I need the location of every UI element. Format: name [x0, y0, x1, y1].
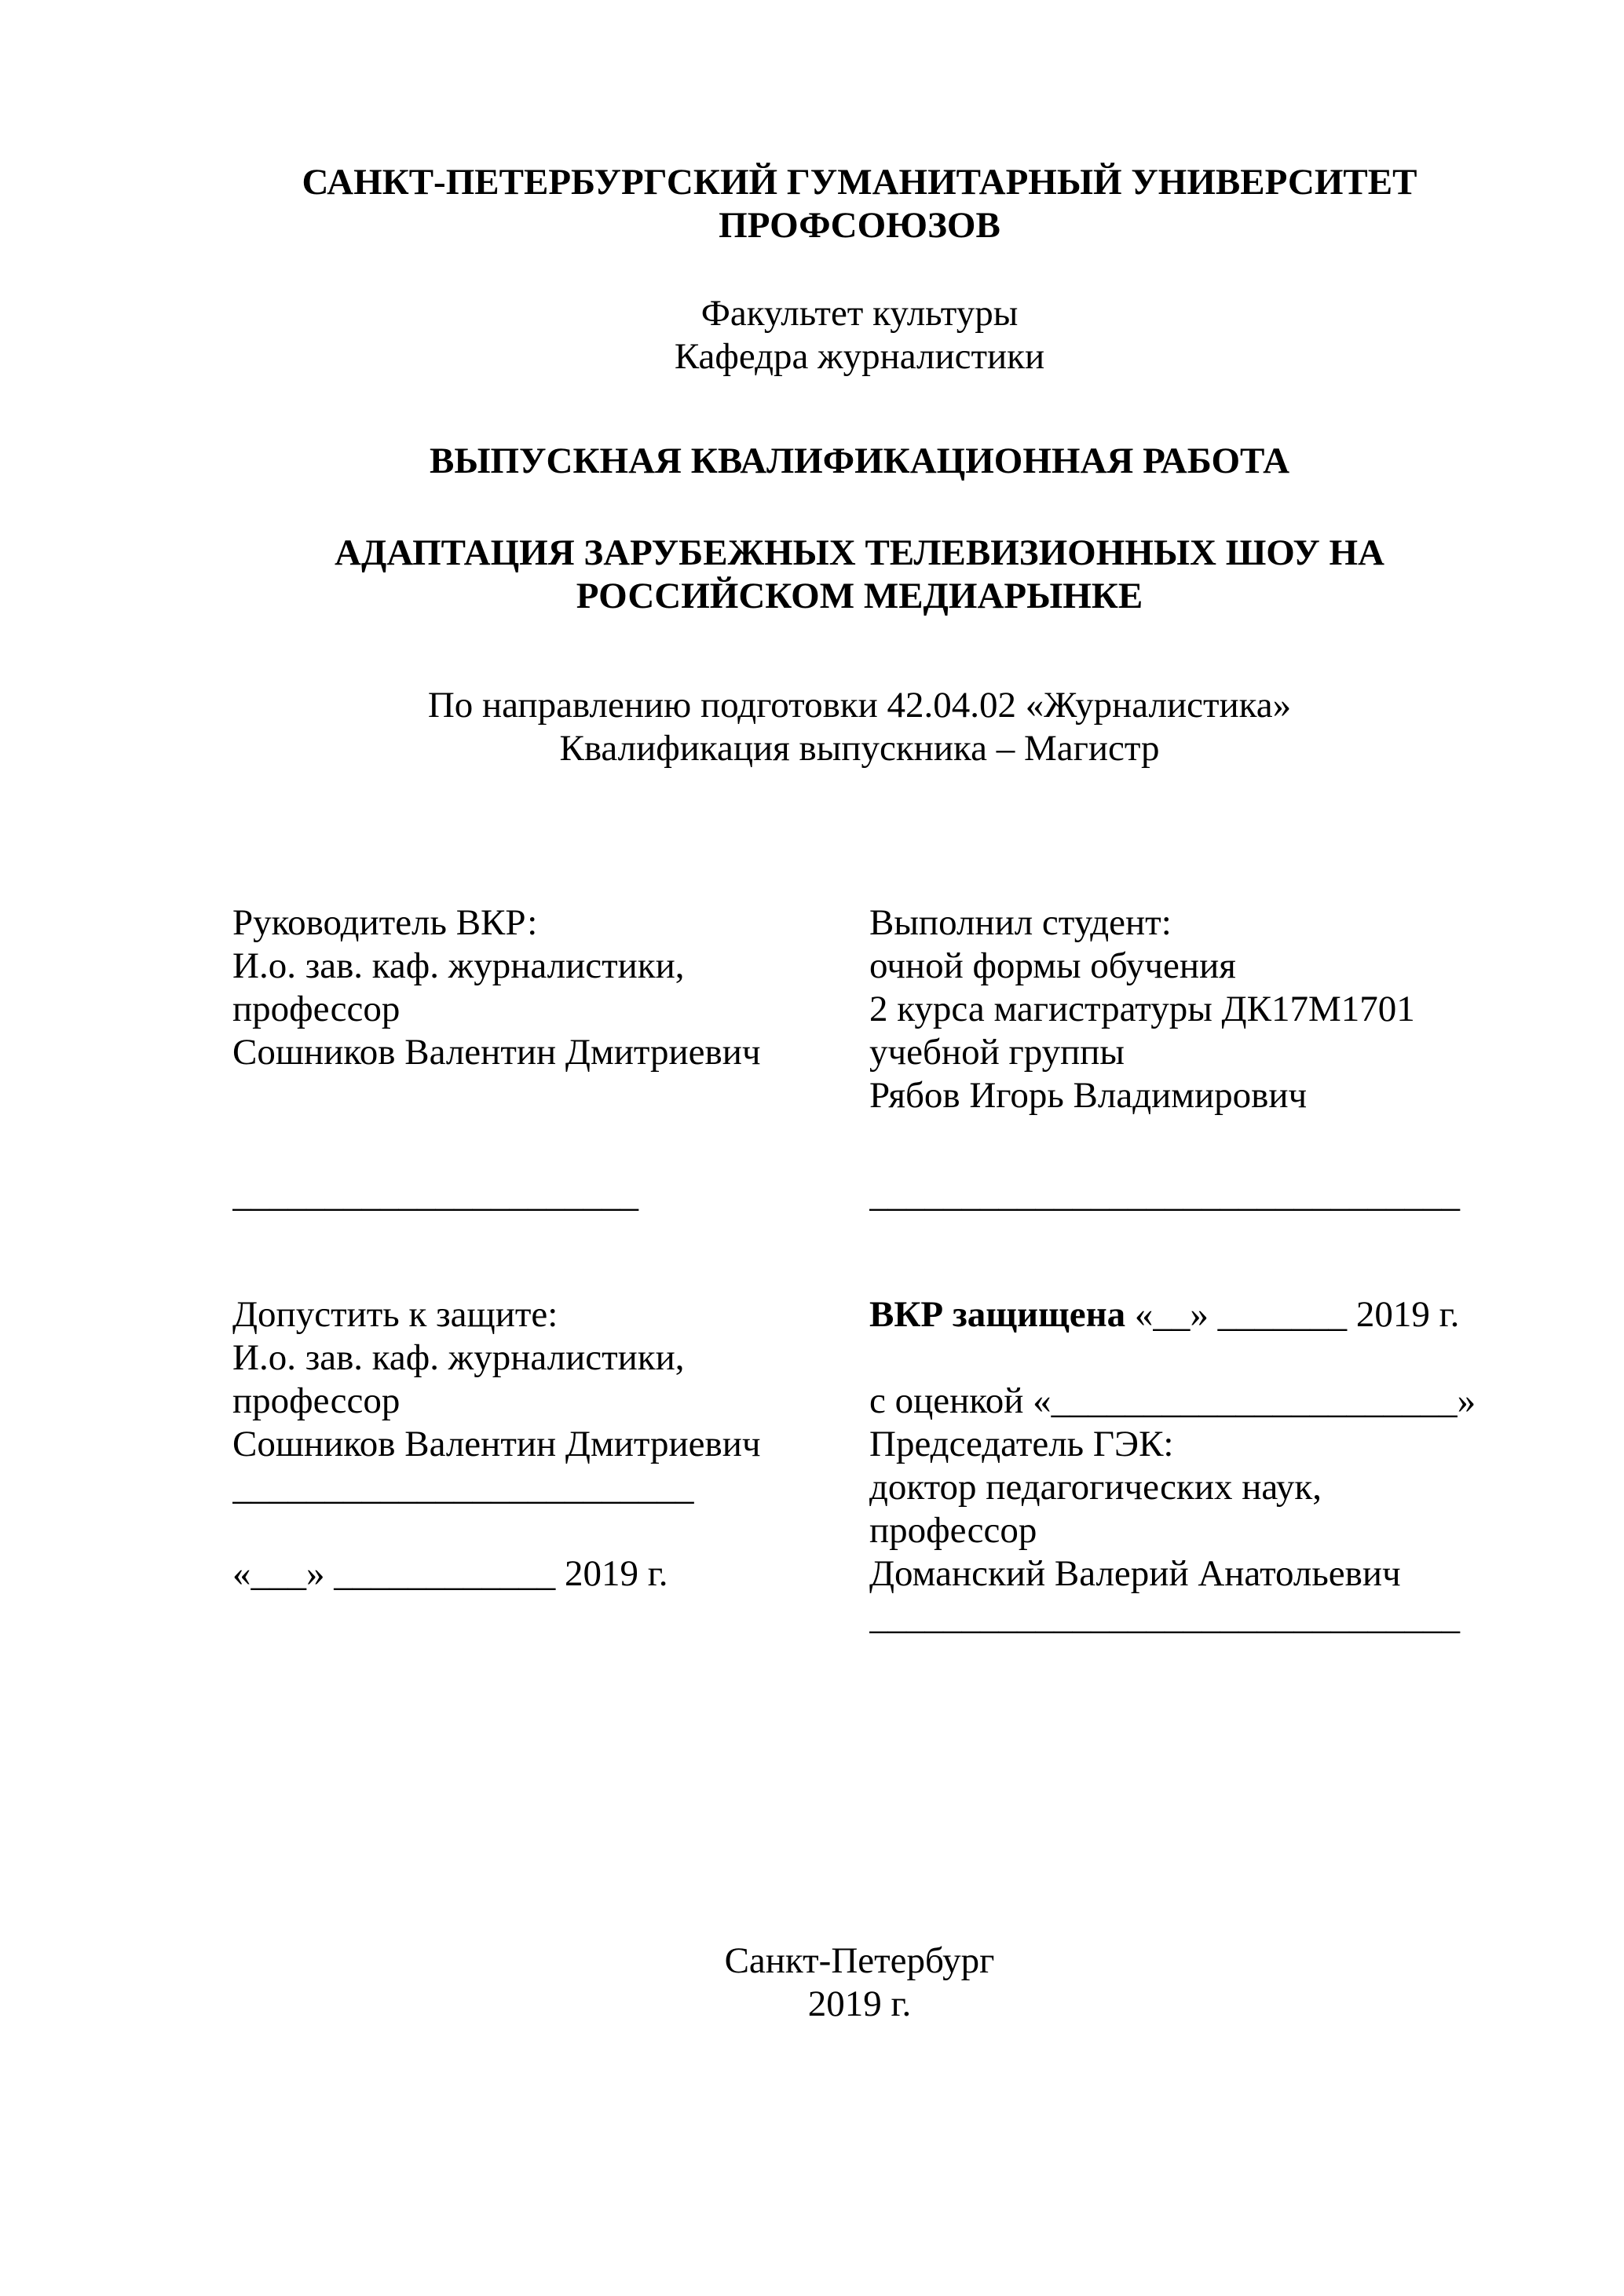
direction-line: По направлению подготовки 42.04.02 «Журналистика» [427, 685, 1292, 726]
year-line: 2019 г. [807, 1983, 912, 2024]
qualification-line: Квалификация выпускника – Магистр [559, 728, 1160, 769]
student-line: очной формы обучения [869, 945, 1236, 986]
signatures-block [232, 901, 1487, 1216]
admission-line: профессор [232, 1380, 401, 1421]
defense-status-bold: ВКР защищена [869, 1294, 1126, 1335]
department-line: Кафедра журналистики [674, 336, 1045, 377]
faculty-line: Факультет культуры [700, 293, 1019, 334]
admission-column [232, 1293, 869, 1639]
admission-date-line: «___» ____________ 2019 г. [232, 1553, 668, 1594]
student-label: Выполнил студент: [869, 902, 1172, 943]
admission-line: Сошников Валентин Дмитриевич [232, 1424, 761, 1464]
admission-label: Допустить к защите: [232, 1294, 558, 1335]
chairman-line: доктор педагогических наук, [869, 1467, 1322, 1508]
city-line: Санкт-Петербург [724, 1940, 995, 1981]
admission-line: И.о. зав. каф. журналистики, [232, 1337, 685, 1378]
supervisor-signature-line: ______________________ [232, 1174, 638, 1215]
student-signature-line: ________________________________ [869, 1174, 1460, 1215]
student-column [869, 901, 1487, 1216]
supervisor-line: Сошников Валентин Дмитриевич [232, 1032, 761, 1073]
supervisor-label: Руководитель ВКР: [232, 902, 538, 943]
university-name: САНКТ-ПЕТЕРБУРГСКИЙ ГУМАНИТАРНЫЙ УНИВЕРСИТЕТ ПРОФСОЮЗОВ [302, 162, 1417, 246]
chairman-line: Доманский Валерий Анатольевич [869, 1553, 1401, 1594]
defense-column [869, 1293, 1487, 1639]
student-line: учебной группы [869, 1032, 1125, 1073]
defense-status-line [869, 1293, 1487, 1336]
student-line: Рябов Игорь Владимирович [869, 1075, 1308, 1116]
supervisor-line: профессор [232, 989, 401, 1029]
chairman-label: Председатель ГЭК: [869, 1424, 1174, 1464]
thesis-title: АДАПТАЦИЯ ЗАРУБЕЖНЫХ ТЕЛЕВИЗИОННЫХ ШОУ НА РОССИЙСКОМ МЕДИАРЫНКЕ [335, 532, 1384, 616]
footer-block [232, 1940, 1487, 2026]
direction-block [232, 684, 1487, 770]
admission-signature-line: _________________________ [232, 1467, 694, 1508]
supervisor-line: И.о. зав. каф. журналистики, [232, 945, 685, 986]
student-line: 2 курса магистратуры ДК17М1701 [869, 989, 1415, 1029]
chairman-signature-line: ________________________________ [869, 1596, 1460, 1637]
supervisor-column [232, 901, 869, 1216]
work-type-heading: ВЫПУСКНАЯ КВАЛИФИКАЦИОННАЯ РАБОТА [429, 441, 1290, 481]
grade-line: с оценкой «______________________» [869, 1380, 1476, 1421]
defense-status-rest: «__» _______ 2019 г. [1125, 1294, 1460, 1335]
faculty-block [232, 292, 1487, 378]
chairman-line: профессор [869, 1510, 1037, 1551]
approval-block [232, 1293, 1487, 1639]
